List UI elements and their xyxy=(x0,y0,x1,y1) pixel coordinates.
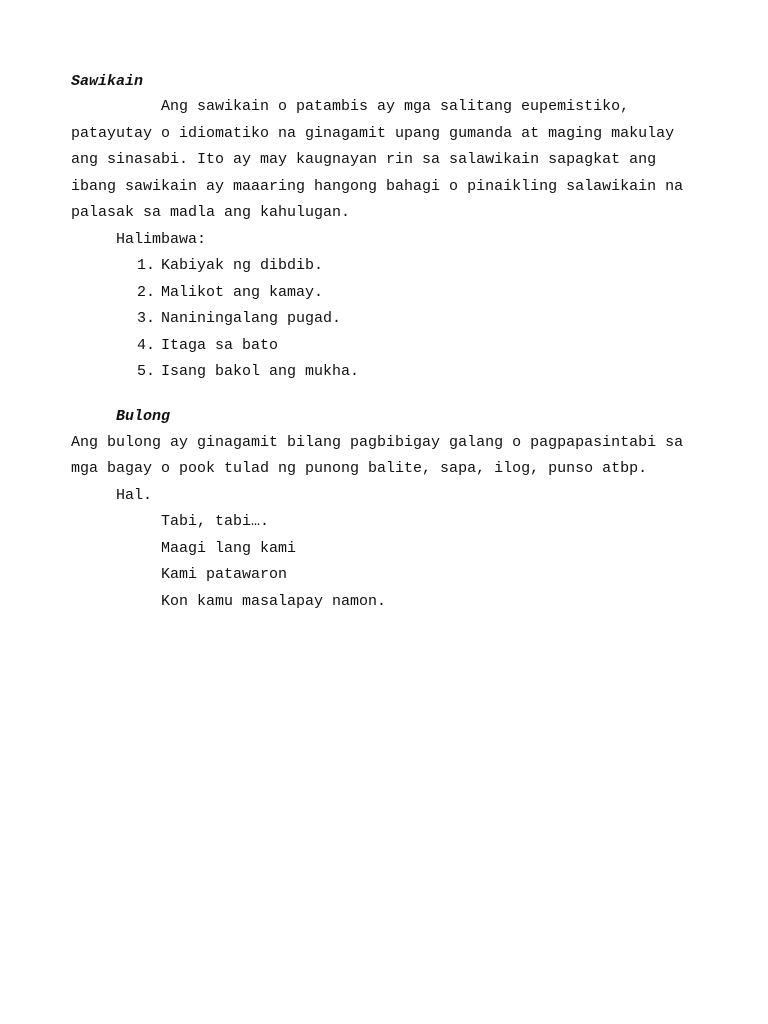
sawikain-example-label: Halimbawa: xyxy=(116,230,207,248)
list-text: Malikot ang kamay. xyxy=(161,283,324,301)
list-number: 2. xyxy=(137,283,156,301)
document-page xyxy=(71,70,701,615)
sawikain-example-list xyxy=(71,253,701,386)
bulong-example-label: Hal. xyxy=(116,486,153,504)
bulong-verse-line: Kon kamu masalapay namon. xyxy=(161,592,387,610)
list-text: Naniningalang pugad. xyxy=(161,310,342,327)
list-item xyxy=(71,253,701,280)
sawikain-heading: Sawikain xyxy=(71,73,144,90)
bulong-verse-line: Tabi, tabi…. xyxy=(161,513,270,530)
list-item xyxy=(71,359,701,386)
bulong-verse-line: Kami patawaron xyxy=(161,566,288,583)
bulong-paragraph: Ang bulong ay ginagamit bilang pagbibigay galang o pagpapasintabi sa mga bagay o pook tulad ng punong balite, sapa, ilog, punso atbp. xyxy=(71,433,684,477)
list-item xyxy=(71,306,701,333)
list-number: 5. xyxy=(137,363,156,380)
sawikain-paragraph: Ang sawikain o patambis ay mga salitang eupemistiko, patayutay o idiomatiko na ginagamit upang gumanda at maging makulay ang sinasabi. Ito ay may kaugnayan rin sa salawikain sapagkat ang ibang sawikain ay maaaring hangong bahagi o pinaikling salawikain na palasak sa madla ang kahulugan. xyxy=(71,98,684,221)
list-number: 4. xyxy=(137,336,156,354)
list-text: Kabiyak ng dibdib. xyxy=(161,257,324,274)
bulong-verse-line: Maagi lang kami xyxy=(161,539,297,557)
list-item xyxy=(71,333,701,360)
list-item xyxy=(71,280,701,307)
list-number: 1. xyxy=(137,257,156,274)
section-divider-space xyxy=(71,386,701,404)
list-text: Itaga sa bato xyxy=(161,336,279,354)
bulong-heading: Bulong xyxy=(116,407,171,425)
list-number: 3. xyxy=(137,310,156,327)
list-text: Isang bakol ang mukha. xyxy=(161,363,360,380)
